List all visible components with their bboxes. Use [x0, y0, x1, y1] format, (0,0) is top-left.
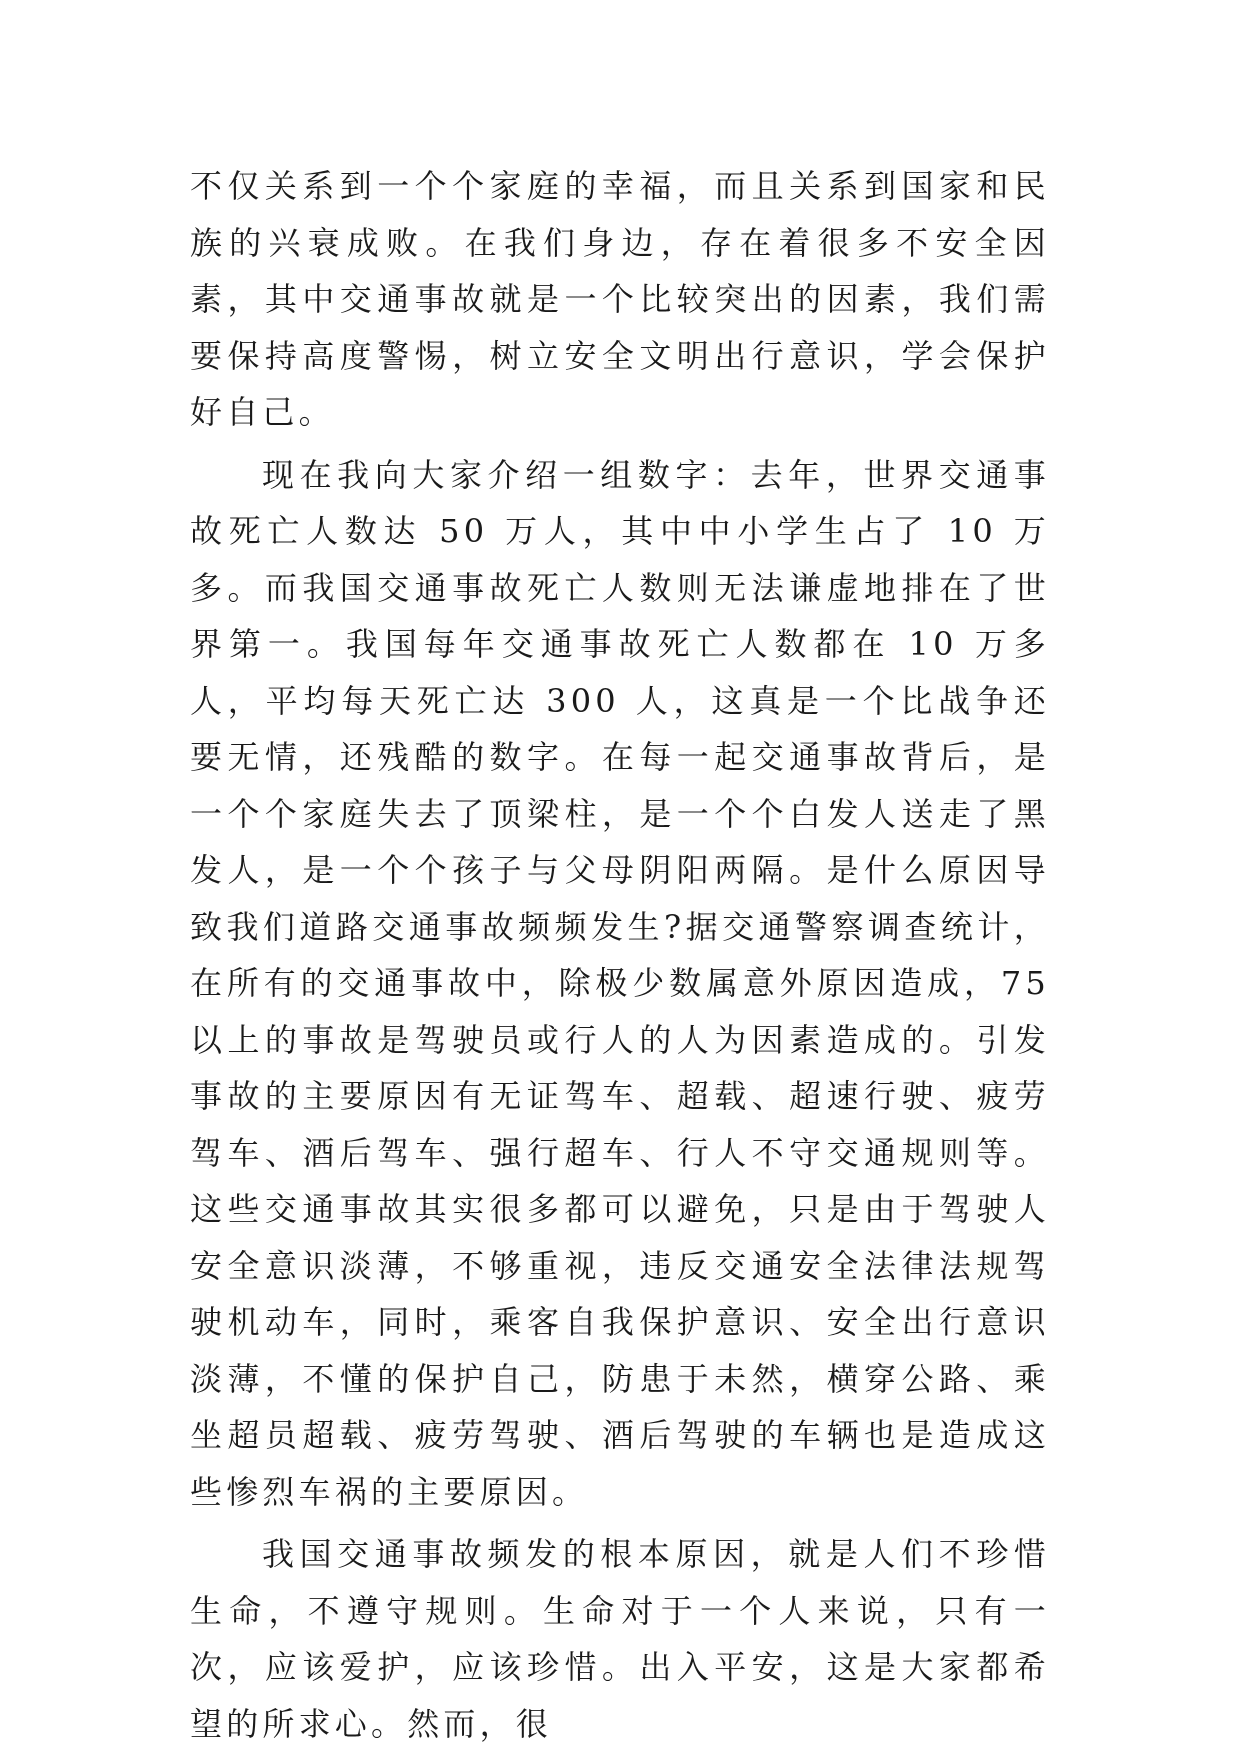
- paragraph-continuation: 不仅关系到一个个家庭的幸福，而且关系到国家和民族的兴衰成败。在我们身边，存在着很多不安全因素，其中交通事故就是一个比较突出的因素，我们需要保持高度警惕，树立安全文明出行意识，学会保护好自己。: [190, 167, 1050, 431]
- body-text: [190, 158, 1050, 1752]
- paragraph-root-cause: 我国交通事故频发的根本原因，就是人们不珍惜生命，不遵守规则。生命对于一个人来说，只有一次，应该爱护，应该珍惜。出入平安，这是大家都希望的所求心。然而，很: [190, 1535, 1050, 1743]
- paragraph-statistics: 现在我向大家介绍一组数字：去年，世界交通事故死亡人数达 50 万人，其中中小学生占了 10 万多。而我国交通事故死亡人数则无法谦虚地排在了世界第一。我国每年交通事故死亡人数都在 10 万多人，平均每天死亡达 300 人，这真是一个比战争还要无情，还残酷的数字。在每一起交通事故背后，是一个个家庭失去了顶梁柱，是一个个白发人送走了黑发人，是一个个孩子与父母阴阳两隔。是什么原因导致我们道路交通事故频频发生?据交通警察调查统计，在所有的交通事故中，除极少数属意外原因造成，75 以上的事故是驾驶员或行人的人为因素造成的。引发事故的主要原因有无证驾车、超载、超速行驶、疲劳驾车、酒后驾车、强行超车、行人不守交通规则等。这些交通事故其实很多都可以避免，只是由于驾驶人安全意识淡薄，不够重视，违反交通安全法律法规驾驶机动车，同时，乘客自我保护意识、安全出行意识淡薄，不懂的保护自己，防患于未然，横穿公路、乘坐超员超载、疲劳驾驶、酒后驾驶的车辆也是造成这些惨烈车祸的主要原因。: [190, 455, 1050, 1511]
